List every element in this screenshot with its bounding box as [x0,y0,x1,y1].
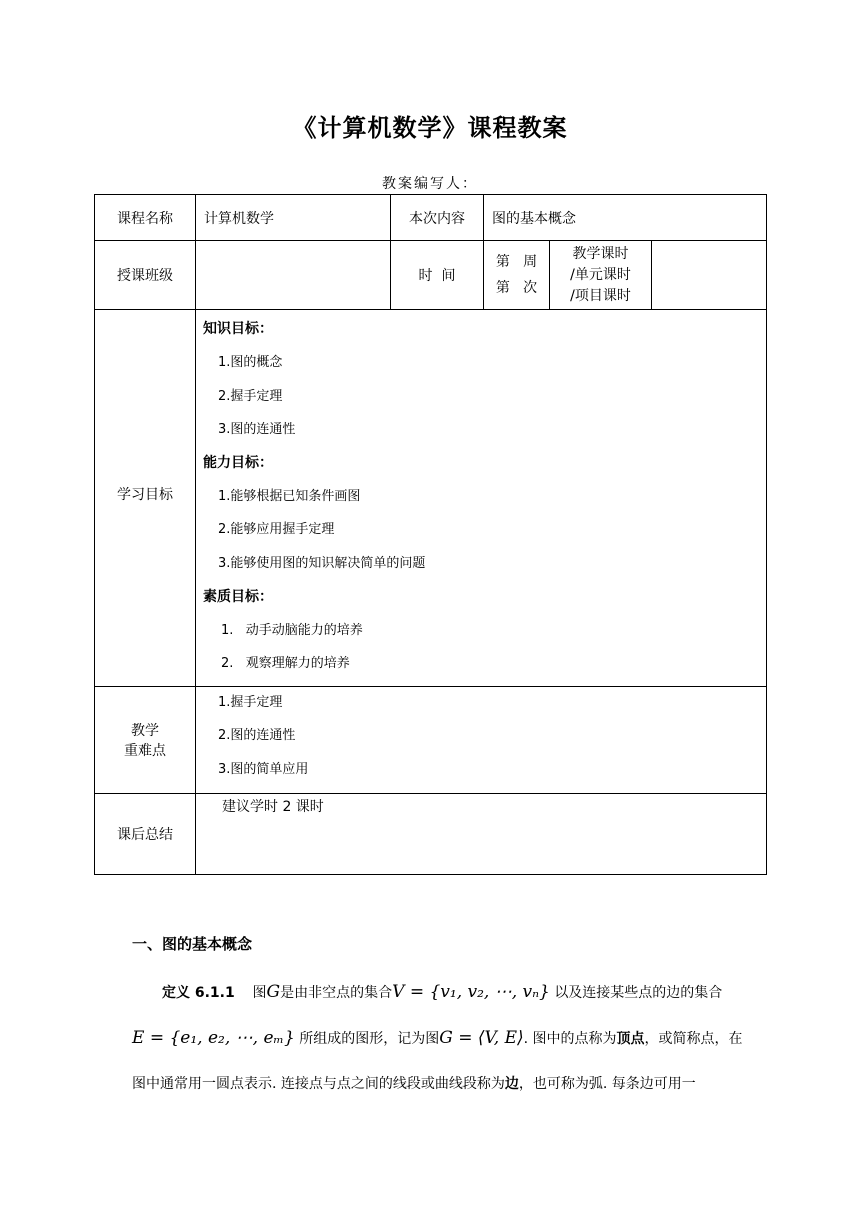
content-label: 本次内容 [391,195,484,241]
difficulty-label-line-1: 教学 [131,722,159,739]
course-name-label: 课程名称 [95,195,196,241]
definition-paragraph [132,970,743,1107]
week-session-cell [484,241,550,310]
knowledge-heading: 知识目标： [203,321,273,337]
quality-item: 1. 动手动脑能力的培养 [221,622,363,638]
definition-label: 定义 6.1.1 [162,985,235,1001]
math-edge-set: E = {e₁, e₂, ⋯, eₘ} [132,1028,295,1048]
session-line: 第 次 [495,280,538,296]
knowledge-item: 2.握手定理 [218,388,283,404]
paragraph-line-1 [132,970,732,1016]
bold-term-edge: 边 [504,1076,519,1092]
text-run: 是由非空点的集合 [280,985,393,1001]
ability-item: 1.能够根据已知条件画图 [218,488,361,504]
ability-heading: 能力目标： [203,454,273,471]
text-run: ，也可称为弧. 每条边可用一 [518,1076,696,1092]
text-run: 所组成的图形，记为图 [299,1031,440,1047]
text-run: 图中通常用一圆点表示. 连接点与点之间的线段或曲线段称为 [132,1076,505,1092]
ability-item: 3.能够使用图的知识解决简单的问题 [218,555,426,571]
difficulty-label [95,686,196,793]
quality-item: 2. 观察理解力的培养 [221,656,350,672]
knowledge-item: 3.图的连通性 [218,422,296,438]
week-line: 第 周 [495,254,538,270]
hours-value [652,241,767,310]
paragraph-line-3 [132,1062,732,1107]
text-run: ，或简称点，在 [644,1031,743,1047]
difficulty-item: 1.握手定理 [218,694,283,710]
paragraph-line-2 [132,1016,743,1062]
course-name-value: 计算机数学 [196,195,391,241]
hours-line-3: /项目课时 [570,287,631,304]
author-label: 教案编写人： [382,176,478,192]
goals-label: 学习目标 [95,310,196,687]
knowledge-item: 1.图的概念 [218,355,283,370]
text-run: 以及连接某些点的边的集合 [554,985,723,1001]
difficulty-item: 2.图的连通性 [218,728,296,744]
class-label: 授课班级 [95,241,196,310]
bold-term-vertex: 顶点 [616,1031,645,1047]
difficulty-item: 3.图的简单应用 [218,761,309,777]
quality-heading: 素质目标： [203,588,273,605]
text-run: . 图中的点称为 [523,1031,617,1047]
time-label: 时 间 [391,241,484,310]
lesson-plan-table [94,194,767,875]
summary-value: 建议学时 2 课时 [196,793,767,874]
math-vertex-set: V = {v₁, v₂, ⋯, vₙ} [392,982,550,1002]
summary-label: 课后总结 [95,793,196,874]
class-value [196,241,391,310]
section-title: 一、图的基本概念 [132,935,253,953]
math-G: G [266,982,281,1002]
math-graph: G = ⟨V, E⟩ [439,1028,524,1048]
difficulty-cell [196,686,767,793]
hours-line-1: 教学课时 [572,245,629,262]
ability-item: 2.能够应用握手定理 [218,522,335,538]
document-title: 《计算机数学》课程教案 [292,114,568,142]
hours-line-2: /单元课时 [570,266,631,283]
difficulty-label-line-2: 重难点 [124,742,166,759]
hours-label-cell [550,241,652,310]
text-run: 图 [252,985,267,1001]
goals-cell [196,310,767,687]
content-value: 图的基本概念 [484,195,767,241]
